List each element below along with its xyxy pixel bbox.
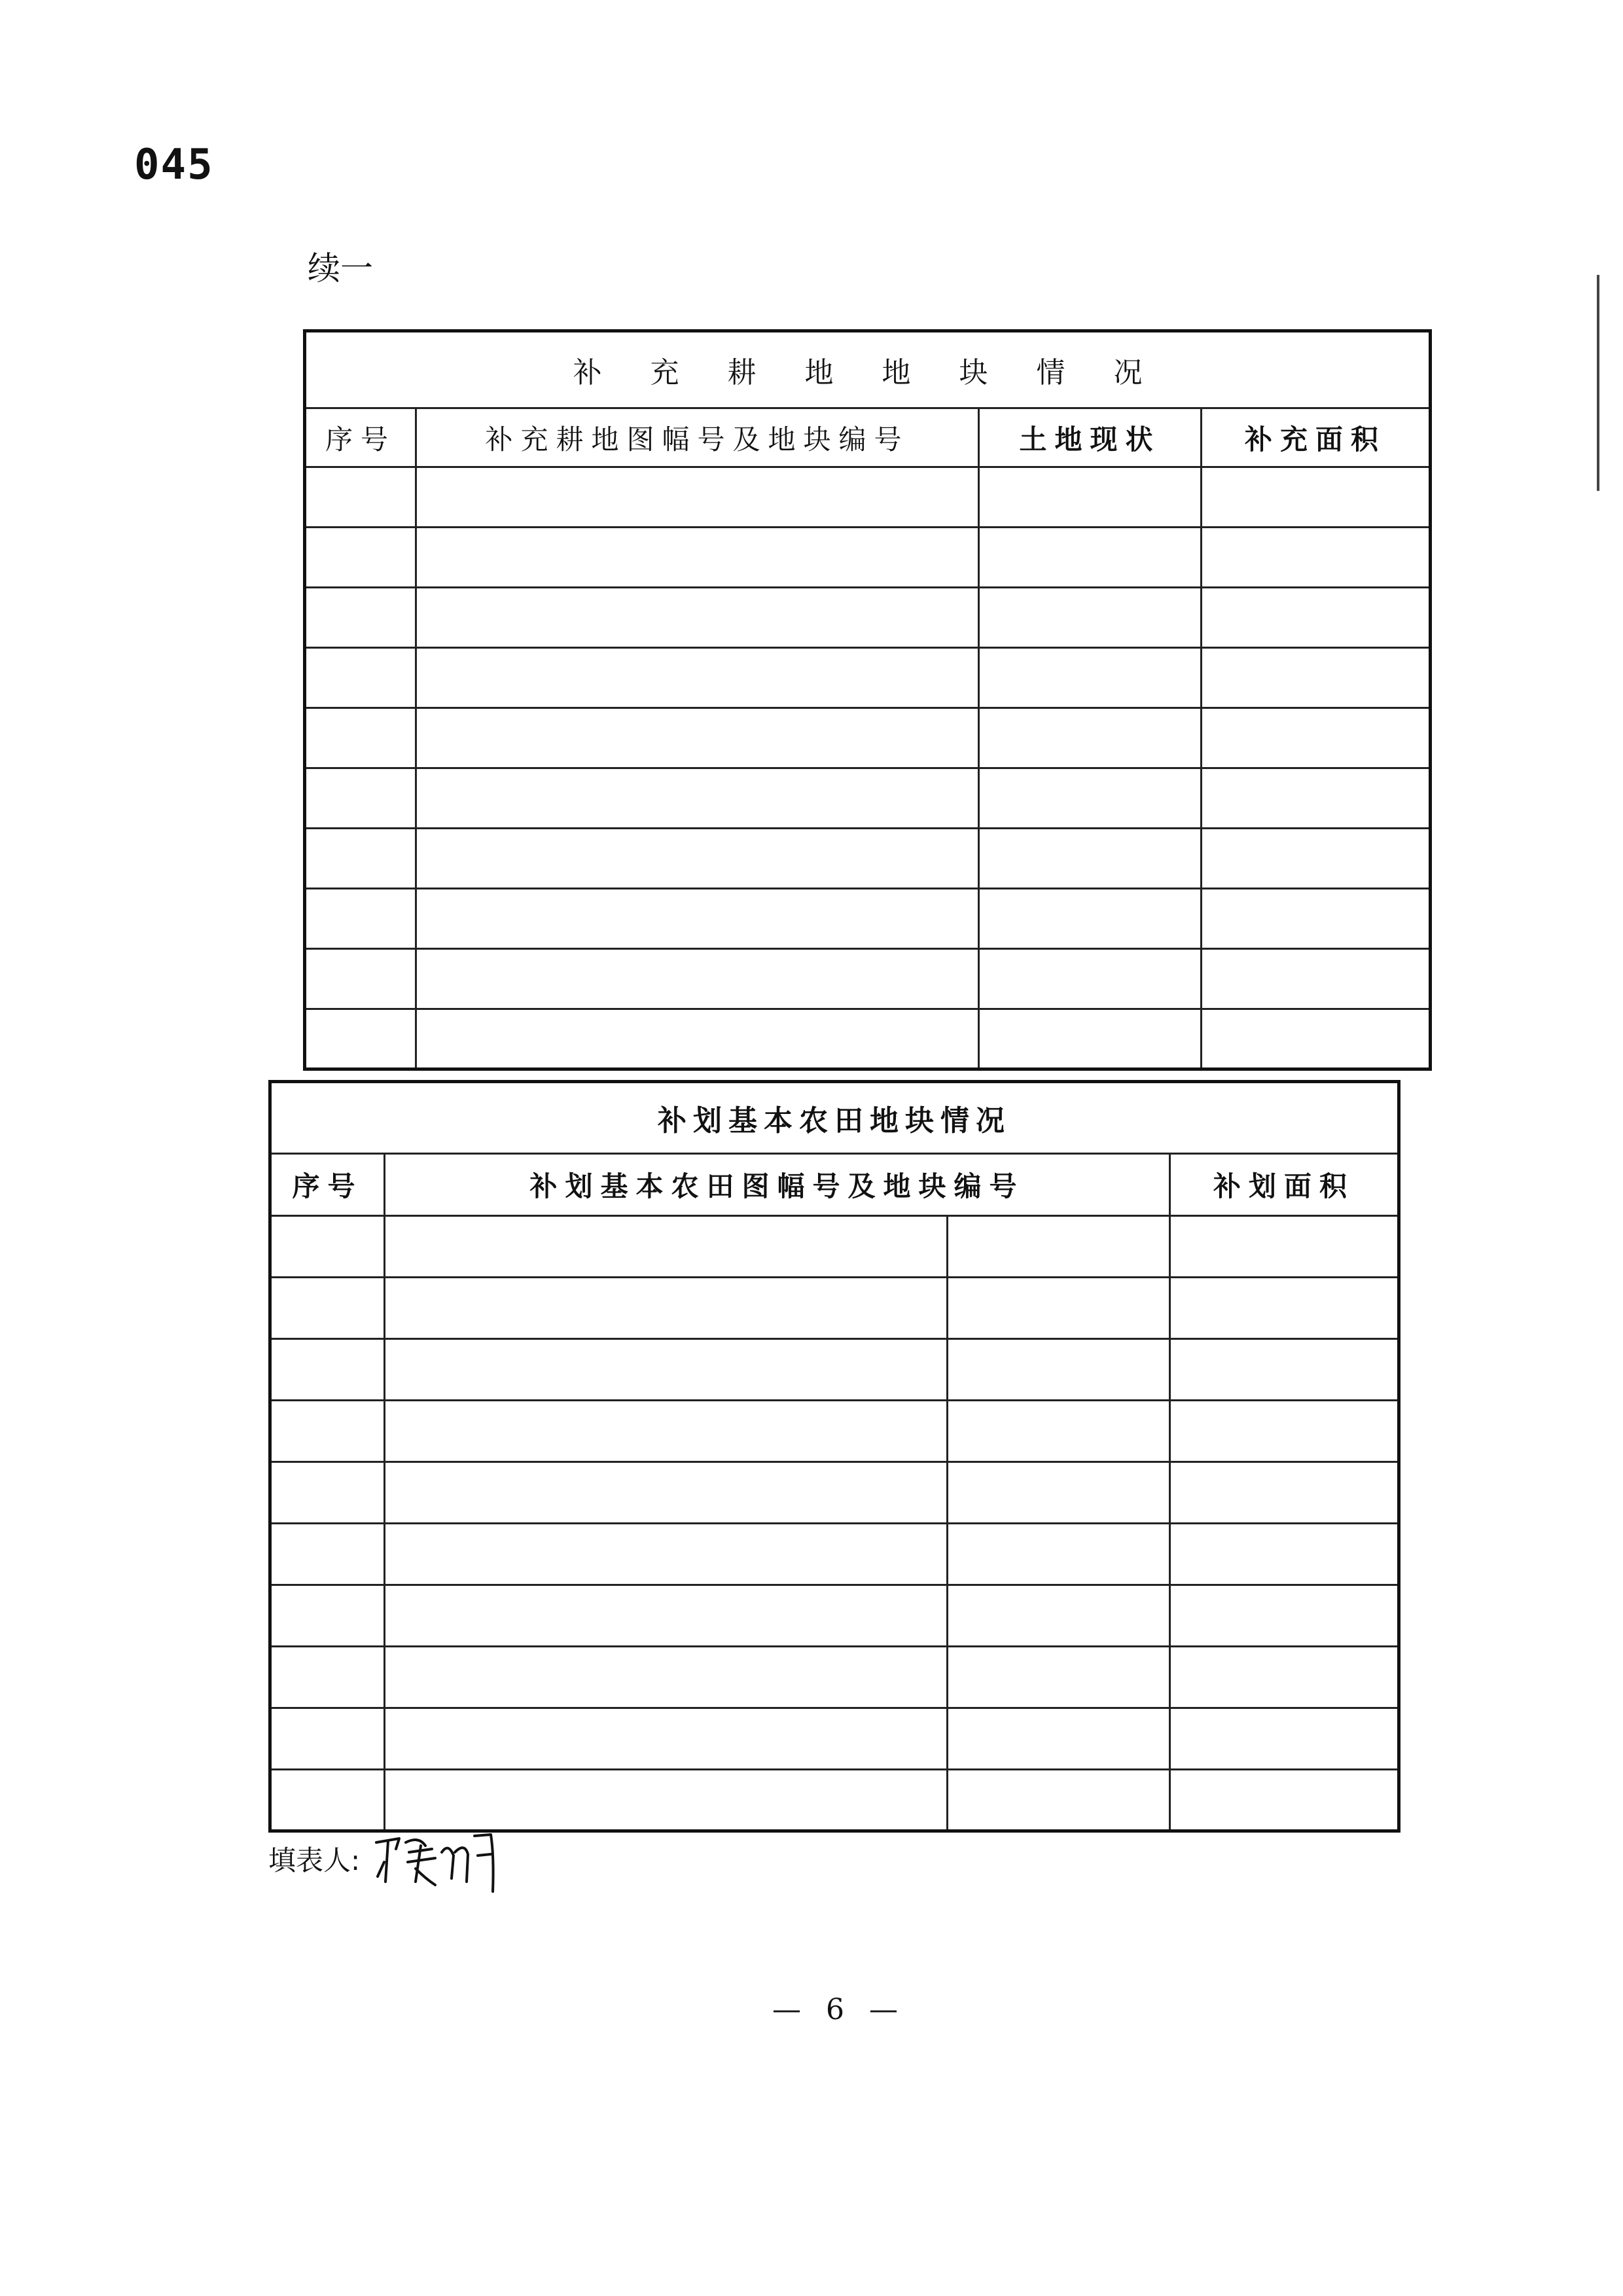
- table-row: [270, 1401, 1399, 1462]
- table-row: [305, 588, 1431, 648]
- cell-land-status[interactable]: [948, 1708, 1170, 1770]
- cell-area[interactable]: [1170, 1585, 1399, 1647]
- cell-map-sheet[interactable]: [416, 588, 979, 648]
- column-header-map-sheet: 补充耕地图幅号及地块编号: [416, 408, 979, 467]
- cell-map-sheet[interactable]: [385, 1585, 948, 1647]
- column-header-area: 补充面积: [1202, 408, 1431, 467]
- cell-serial[interactable]: [270, 1585, 385, 1647]
- cell-area[interactable]: [1170, 1708, 1399, 1770]
- cell-serial[interactable]: [305, 829, 416, 889]
- handwritten-signature: [370, 1816, 501, 1897]
- table-row: [270, 1216, 1399, 1278]
- table-row: [270, 1647, 1399, 1708]
- cell-area[interactable]: [1170, 1462, 1399, 1524]
- column-header-map-sheet: 补划基本农田图幅号及地块编号: [385, 1154, 1170, 1216]
- cell-area[interactable]: [1202, 1009, 1431, 1069]
- cell-land-status[interactable]: [979, 708, 1202, 768]
- table-row: [270, 1339, 1399, 1401]
- table-title: 补划基本农田地块情况: [270, 1082, 1399, 1154]
- cell-area[interactable]: [1202, 829, 1431, 889]
- cell-serial[interactable]: [270, 1462, 385, 1524]
- cell-map-sheet[interactable]: [385, 1339, 948, 1401]
- cell-land-status[interactable]: [979, 1009, 1202, 1069]
- cell-serial[interactable]: [270, 1708, 385, 1770]
- cell-land-status[interactable]: [948, 1401, 1170, 1462]
- cell-serial[interactable]: [305, 768, 416, 829]
- cell-land-status[interactable]: [979, 949, 1202, 1009]
- cell-land-status[interactable]: [948, 1278, 1170, 1339]
- cell-land-status[interactable]: [979, 829, 1202, 889]
- column-header-land-status: 土地现状: [979, 408, 1202, 467]
- cell-map-sheet[interactable]: [385, 1708, 948, 1770]
- table-row: [270, 1462, 1399, 1524]
- cell-land-status[interactable]: [979, 588, 1202, 648]
- continued-label: 续一: [308, 249, 373, 287]
- cell-map-sheet[interactable]: [416, 648, 979, 708]
- cell-area[interactable]: [1202, 528, 1431, 588]
- cell-land-status[interactable]: [948, 1647, 1170, 1708]
- cell-map-sheet[interactable]: [416, 467, 979, 528]
- cell-area[interactable]: [1202, 949, 1431, 1009]
- cell-area[interactable]: [1202, 708, 1431, 768]
- table-row: [305, 949, 1431, 1009]
- cell-area[interactable]: [1202, 889, 1431, 949]
- table-row: [270, 1524, 1399, 1585]
- cell-land-status[interactable]: [948, 1585, 1170, 1647]
- page-number: — 6 —: [772, 1993, 906, 2026]
- supplementary-farmland-table: [303, 329, 1432, 1071]
- cell-land-status[interactable]: [979, 889, 1202, 949]
- cell-serial[interactable]: [270, 1770, 385, 1831]
- table-row: [305, 467, 1431, 528]
- cell-serial[interactable]: [305, 648, 416, 708]
- cell-land-status[interactable]: [979, 528, 1202, 588]
- table-row: [305, 528, 1431, 588]
- column-header-serial: 序号: [270, 1154, 385, 1216]
- cell-serial[interactable]: [270, 1278, 385, 1339]
- cell-serial[interactable]: [270, 1339, 385, 1401]
- cell-land-status[interactable]: [979, 768, 1202, 829]
- cell-land-status[interactable]: [979, 648, 1202, 708]
- column-header-area: 补划面积: [1170, 1154, 1399, 1216]
- cell-serial[interactable]: [270, 1647, 385, 1708]
- column-header-serial: 序号: [305, 408, 416, 467]
- cell-serial[interactable]: [305, 708, 416, 768]
- cell-serial[interactable]: [305, 889, 416, 949]
- table-row: [305, 829, 1431, 889]
- cell-map-sheet[interactable]: [385, 1216, 948, 1278]
- cell-map-sheet[interactable]: [416, 889, 979, 949]
- cell-serial[interactable]: [305, 588, 416, 648]
- table-row: [305, 889, 1431, 949]
- cell-map-sheet[interactable]: [416, 768, 979, 829]
- scan-edge-mark: [1597, 275, 1599, 491]
- cell-area[interactable]: [1202, 648, 1431, 708]
- cell-map-sheet[interactable]: [385, 1462, 948, 1524]
- cell-land-status[interactable]: [948, 1339, 1170, 1401]
- cell-serial[interactable]: [305, 528, 416, 588]
- cell-area[interactable]: [1202, 467, 1431, 528]
- cell-area[interactable]: [1202, 768, 1431, 829]
- cell-map-sheet[interactable]: [385, 1647, 948, 1708]
- table-row: [305, 1009, 1431, 1069]
- cell-serial[interactable]: [270, 1401, 385, 1462]
- cell-map-sheet[interactable]: [416, 708, 979, 768]
- cell-area[interactable]: [1170, 1339, 1399, 1401]
- table-row: [270, 1708, 1399, 1770]
- cell-land-status[interactable]: [948, 1524, 1170, 1585]
- cell-serial[interactable]: [270, 1524, 385, 1585]
- cell-area[interactable]: [1202, 588, 1431, 648]
- archive-page-code: 045: [134, 141, 214, 189]
- cell-map-sheet[interactable]: [416, 1009, 979, 1069]
- cell-area[interactable]: [1170, 1401, 1399, 1462]
- table-row: [270, 1278, 1399, 1339]
- cell-area[interactable]: [1170, 1770, 1399, 1831]
- cell-area[interactable]: [1170, 1216, 1399, 1278]
- cell-serial[interactable]: [305, 467, 416, 528]
- table-title: 补 充 耕 地 地 块 情 况: [305, 331, 1431, 408]
- table-row: [305, 708, 1431, 768]
- cell-map-sheet[interactable]: [416, 829, 979, 889]
- cell-serial[interactable]: [305, 1009, 416, 1069]
- cell-map-sheet[interactable]: [385, 1524, 948, 1585]
- table-row: [305, 768, 1431, 829]
- table-row: [305, 648, 1431, 708]
- cell-serial[interactable]: [270, 1216, 385, 1278]
- supplementary-basic-farmland-table: [268, 1080, 1400, 1833]
- cell-map-sheet[interactable]: [416, 528, 979, 588]
- cell-serial[interactable]: [305, 949, 416, 1009]
- cell-land-status[interactable]: [948, 1216, 1170, 1278]
- cell-land-status[interactable]: [948, 1770, 1170, 1831]
- filler-label: 填表人:: [268, 1844, 361, 1876]
- cell-land-status[interactable]: [948, 1462, 1170, 1524]
- cell-land-status[interactable]: [979, 467, 1202, 528]
- cell-area[interactable]: [1170, 1524, 1399, 1585]
- cell-map-sheet[interactable]: [385, 1401, 948, 1462]
- table-row: [270, 1585, 1399, 1647]
- cell-map-sheet[interactable]: [416, 949, 979, 1009]
- cell-area[interactable]: [1170, 1278, 1399, 1339]
- cell-map-sheet[interactable]: [385, 1278, 948, 1339]
- cell-area[interactable]: [1170, 1647, 1399, 1708]
